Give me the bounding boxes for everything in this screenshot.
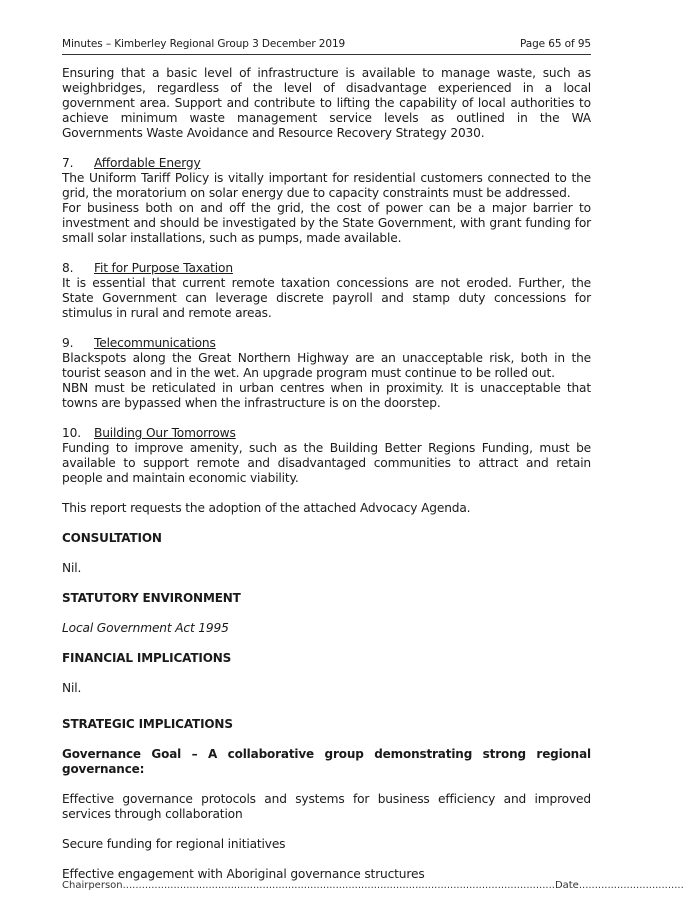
financial-heading: FINANCIAL IMPLICATIONS xyxy=(62,651,232,665)
section-8-paragraph-1: It is essential that current remote taxation concessions are not eroded. Further, the State Government can leverage discrete payroll and stamp duty concessions for stimulus in rural and remote areas. xyxy=(62,276,591,320)
page-content xyxy=(62,66,591,882)
section-9-paragraph-1: Blackspots along the Great Northern Highway are an unacceptable risk, both in the tourist season and in the wet. An upgrade program must continue to be rolled out. xyxy=(62,351,591,380)
section-10-paragraph-1: Funding to improve amenity, such as the Building Better Regions Funding, must be available to support remote and disadvantaged communities to attract and retain people and maintain economic viability. xyxy=(62,441,591,485)
financial-text: Nil. xyxy=(62,681,82,695)
section-7-paragraph-2: For business both on and off the grid, the cost of power can be a major barrier to investment and should be investigated by the State Government, with grant funding for small solar installations, such as pumps, made available. xyxy=(62,201,591,245)
date-line: ................................. xyxy=(578,880,684,891)
section-9-title: Telecommunications xyxy=(94,336,216,350)
goal-item: Effective governance protocols and systems for business efficiency and improved services through collaboration xyxy=(62,792,591,821)
page-header xyxy=(62,38,591,50)
section-8-title: Fit for Purpose Taxation xyxy=(94,261,233,275)
section-10-heading xyxy=(62,426,591,441)
signature-footer xyxy=(62,880,684,891)
consultation-text: Nil. xyxy=(62,561,82,575)
section-7-paragraph-1: The Uniform Tariff Policy is vitally important for residential customers connected to the grid, the moratorium on solar energy due to capacity constraints must be addressed. xyxy=(62,171,591,200)
governance-goal-heading: Governance Goal – A collaborative group demonstrating strong regional governance: xyxy=(62,747,591,776)
section-10-title: Building Our Tomorrows xyxy=(94,426,236,440)
section-9-number: 9. xyxy=(62,336,74,350)
strategic-heading: STRATEGIC IMPLICATIONS xyxy=(62,717,233,731)
page-number: Page 65 of 95 xyxy=(520,38,591,50)
header-rule xyxy=(62,54,591,55)
section-7-title: Affordable Energy xyxy=(94,156,201,170)
section-8-number: 8. xyxy=(62,261,74,275)
section-9-heading xyxy=(62,336,591,351)
header-title: Minutes – Kimberley Regional Group 3 December 2019 xyxy=(62,38,346,50)
section-7-heading xyxy=(62,156,591,171)
section-8-heading xyxy=(62,261,591,276)
goal-item: Effective engagement with Aboriginal governance structures xyxy=(62,867,425,881)
goal-item: Secure funding for regional initiatives xyxy=(62,837,286,851)
section-9-paragraph-2: NBN must be reticulated in urban centres when in proximity. It is unacceptable that towns are bypassed when the infrastructure is on the doorstep. xyxy=(62,381,591,410)
chairperson-label: Chairperson xyxy=(62,880,123,891)
consultation-heading: CONSULTATION xyxy=(62,531,162,545)
section-10-number: 10. xyxy=(62,426,81,440)
chairperson-signature-line: ........................................................................................................................................ xyxy=(122,880,555,891)
section-7-number: 7. xyxy=(62,156,74,170)
intro-paragraph: Ensuring that a basic level of infrastructure is available to manage waste, such as weighbridges, regardless of the level of disadvantage experienced in a local government area. Support and contribute to lifting the capability of local authorities to achieve minimum waste management service levels as outlined in the WA Governments Waste Avoidance and Resource Recovery Strategy 2030. xyxy=(62,66,591,140)
adoption-paragraph: This report requests the adoption of the attached Advocacy Agenda. xyxy=(62,501,471,515)
statutory-heading: STATUTORY ENVIRONMENT xyxy=(62,591,241,605)
statutory-text: Local Government Act 1995 xyxy=(62,621,229,635)
date-label: Date xyxy=(554,880,579,891)
